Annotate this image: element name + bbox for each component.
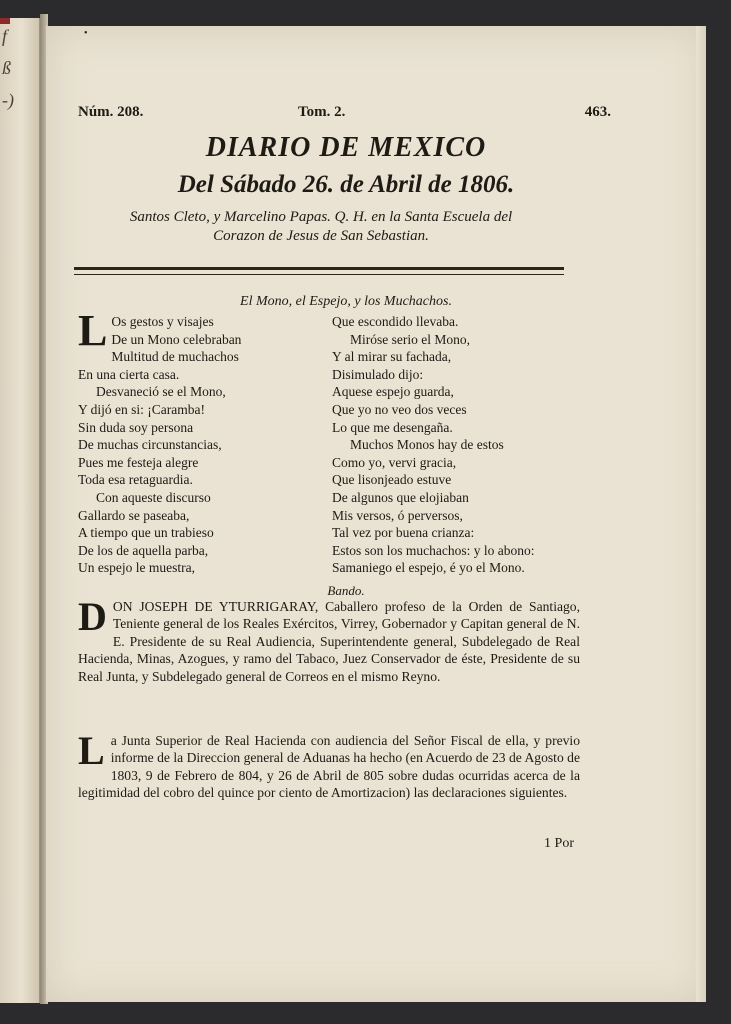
poem-line: Y al mirar su fachada, xyxy=(332,349,452,365)
poem-line: De muchas circunstancias, xyxy=(78,437,222,453)
poem-line: Como yo, vervi gracia, xyxy=(332,454,457,470)
poem-line: Y dijó en si: ¡Caramba! xyxy=(78,401,205,417)
poem-line: Un espejo le muestra, xyxy=(78,560,195,576)
bando-paragraph-1 xyxy=(78,594,580,685)
drop-cap: D xyxy=(78,594,107,639)
poem-line: De un Mono celebraban xyxy=(111,331,242,347)
paragraph-text: a Junta Superior de Real Hacienda con audiencia del Señor Fiscal de ella, y previo informe de la Direccion general de Aduanas ha hecho (en Acuerdo de 23 de Agosto de 1803, 9 de Febrero de 804, y 26 de Abril de 805 sobre dudas ocurridas acerca de la legitimidad del cobro del quince por ciento de Amortizacion) las declaraciones siguientes. xyxy=(78,733,580,801)
catchword: 1 Por xyxy=(544,836,574,851)
poem-line: Lo que me desengaña. xyxy=(332,419,453,435)
poem-line: Sin duda soy persona xyxy=(78,419,194,435)
poem-line: Os gestos y visajes xyxy=(111,314,214,329)
poem-line: Toda esa retaguardia. xyxy=(78,472,193,488)
poem-line: Tal vez por buena crianza: xyxy=(332,525,475,541)
facing-page-mark: f xyxy=(2,26,8,46)
poem-line: Desvaneció se el Mono, xyxy=(96,384,226,400)
poem-line: Que yo no veo dos veces xyxy=(332,401,467,417)
facing-page-mark: ß xyxy=(2,58,11,78)
header-rule-thin xyxy=(74,274,564,275)
facing-page-mark: -) xyxy=(2,90,14,110)
drop-cap: L xyxy=(78,728,105,773)
saints-line: Corazon de Jesus de San Sebastian. xyxy=(213,228,429,244)
tome-number: Tom. 2. xyxy=(298,104,346,120)
poem-title: El Mono, el Espejo, y los Muchachos. xyxy=(240,294,452,309)
page-header xyxy=(78,104,611,126)
paragraph-text: ON JOSEPH DE YTURRIGARAY, Caballero profeso de la Orden de Santiago, Teniente general de los Reales Exércitos, Virrey, Gobernador y Capitan general de N. E. Presidente de su Real Audiencia, Superintendente general, Subdelegado de Real Hacienda, Minas, Azogues, y ramo del Tabaco, Juez Conservador de éste, Presidente de su Real Junta, y Subdelegado general de Correos en el mismo Reyno. xyxy=(78,599,580,684)
newspaper-title: DIARIO DE MEXICO xyxy=(205,132,487,163)
poem-line: Que escondido llevaba. xyxy=(332,314,459,329)
poem-line: De algunos que elojiaban xyxy=(332,489,469,505)
poem-line: Muchos Monos hay de estos xyxy=(350,437,504,453)
poem-line: Gallardo se paseaba, xyxy=(78,507,190,523)
page-number: 463. xyxy=(584,104,611,120)
poem-line: Aquese espejo guarda, xyxy=(332,384,454,400)
poem-drop-cap: L xyxy=(78,306,108,355)
bando-paragraph-2 xyxy=(78,728,580,802)
facing-page-edge xyxy=(0,18,40,1003)
newspaper-page xyxy=(46,26,706,1002)
issue-number: Núm. 208. xyxy=(78,104,144,120)
poem-line: Pues me festeja alegre xyxy=(78,454,199,470)
poem-line: Samaniego el espejo, é yo el Mono. xyxy=(332,560,525,576)
red-ribbon-mark xyxy=(0,18,10,24)
poem-line: Multitud de muchachos xyxy=(111,349,239,365)
poem-line: Mis versos, ó perversos, xyxy=(332,507,463,523)
poem-line: En una cierta casa. xyxy=(78,366,180,382)
poem-line: Que lisonjeado estuve xyxy=(332,472,452,488)
bando-heading: Bando. xyxy=(327,583,365,598)
ink-speck: • xyxy=(84,28,88,39)
saints-line: Santos Cleto, y Marcelino Papas. Q. H. en la Santa Escuela del xyxy=(129,209,513,225)
header-rule xyxy=(74,267,564,270)
poem-line: Disimulado dijo: xyxy=(332,366,424,382)
poem-right-column xyxy=(332,313,582,577)
page-edge-shadow xyxy=(696,26,706,1002)
poem-line: Estos son los muchachos: y lo abono: xyxy=(332,542,535,558)
poem-line: Con aqueste discurso xyxy=(96,489,211,505)
poem-line: Miróse serio el Mono, xyxy=(350,331,470,347)
issue-date: Del Sábado 26. de Abril de 1806. xyxy=(177,171,515,198)
poem-line: A tiempo que un trabieso xyxy=(78,525,214,541)
saints-of-day xyxy=(66,208,576,246)
poem-left-column xyxy=(78,306,308,577)
poem-line: De los de aquella parba, xyxy=(78,542,209,558)
